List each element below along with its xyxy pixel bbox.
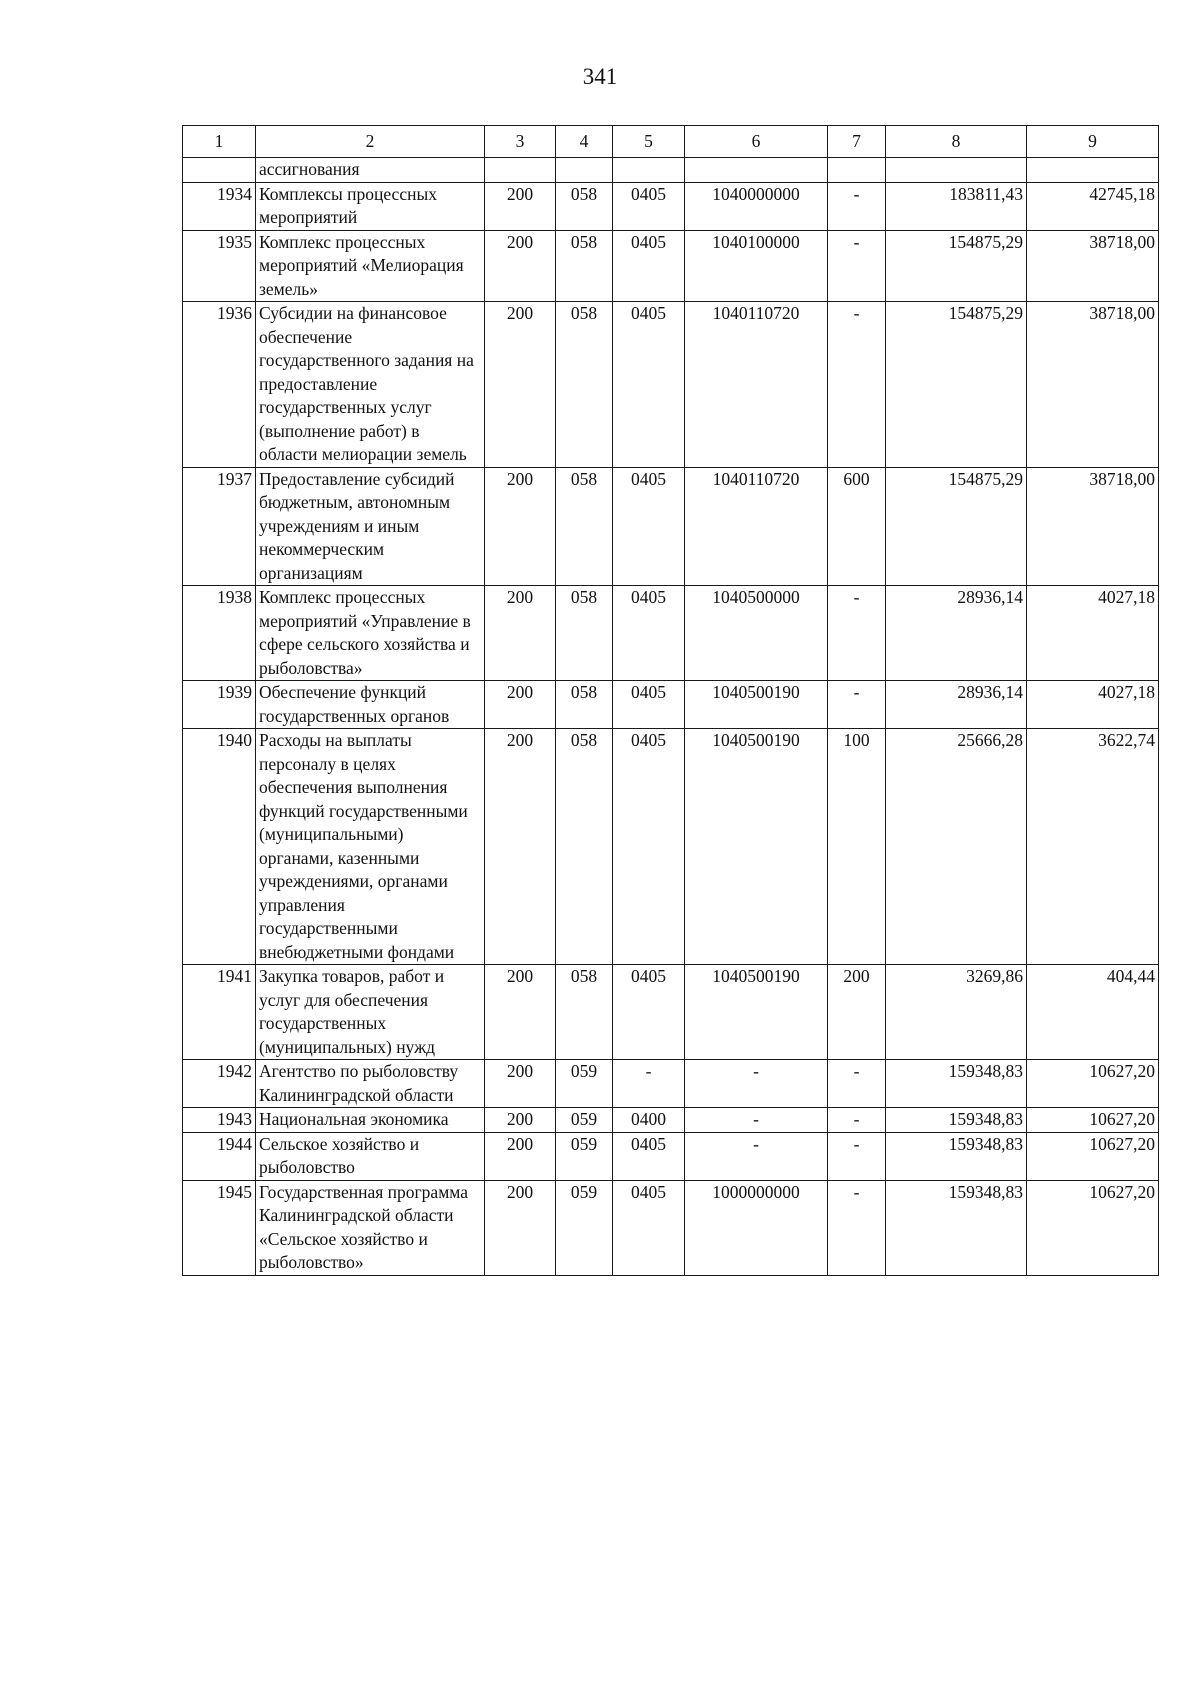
cell-code-5: 0405 [613,182,685,230]
table-row [183,1108,1159,1133]
cell-code-5: 0405 [613,729,685,965]
cell-num: 1942 [183,1060,256,1108]
cell-code-5: - [613,1060,685,1108]
cell-amount-9: 3622,74 [1027,729,1159,965]
cell-amount-8: 154875,29 [886,302,1027,468]
cell-name: Предоставление субсидий бюджетным, автономным учреждениям и иным некоммерческим организациям [256,467,485,586]
cell-code-3: 200 [485,467,556,586]
cell-code-6: 1040500190 [685,681,828,729]
cell-name: Комплекс процессных мероприятий «Управление в сфере сельского хозяйства и рыболовства» [256,586,485,681]
cell-amount-8: 183811,43 [886,182,1027,230]
cell-code-5: 0405 [613,1132,685,1180]
cell-name: Расходы на выплаты персоналу в целях обеспечения выполнения функций государственными (муниципальными) органами, казенными учреждениями, органами управления государственными внебюджетными фондами [256,729,485,965]
cell-code-3: 200 [485,729,556,965]
cell-code-4: 058 [556,965,613,1060]
cell-code-4: 058 [556,302,613,468]
cell-amount-8: 3269,86 [886,965,1027,1060]
cell-name: Комплексы процессных мероприятий [256,182,485,230]
header-row [183,126,1159,158]
cell-name: Сельское хозяйство и рыболовство [256,1132,485,1180]
cell-amount-9: 38718,00 [1027,302,1159,468]
cell-name: Государственная программа Калининградской области «Сельское хозяйство и рыболовство» [256,1180,485,1275]
table-row [183,1132,1159,1180]
cell-code-3: 200 [485,965,556,1060]
cell-code-5: 0405 [613,302,685,468]
cell-code-5: 0405 [613,965,685,1060]
cell-code-3: 200 [485,1180,556,1275]
cell-code-6: - [685,1060,828,1108]
cell-code-5: 0405 [613,230,685,302]
cell-code-7: - [828,1060,886,1108]
column-header: 4 [556,126,613,158]
cell-amount-9: 404,44 [1027,965,1159,1060]
cell-code-7: - [828,1180,886,1275]
cell-name: Комплекс процессных мероприятий «Мелиорация земель» [256,230,485,302]
cell-code-6: 1040500190 [685,729,828,965]
column-header: 2 [256,126,485,158]
cell-code-7: 200 [828,965,886,1060]
cell-code-6: 1040500190 [685,965,828,1060]
cell-code-6: 1040500000 [685,586,828,681]
cell-code-7: - [828,182,886,230]
cell-code-3: 200 [485,1132,556,1180]
column-header: 7 [828,126,886,158]
cell-num [183,158,256,183]
column-header: 6 [685,126,828,158]
cell-code-6: 1040110720 [685,467,828,586]
table-row [183,230,1159,302]
cell-amount-9: 42745,18 [1027,182,1159,230]
cell-code-5: 0405 [613,586,685,681]
cell-amount-8: 159348,83 [886,1060,1027,1108]
cell-code-7: - [828,586,886,681]
cell-code-4: 059 [556,1180,613,1275]
cell-num: 1935 [183,230,256,302]
table-row [183,586,1159,681]
cell-num: 1936 [183,302,256,468]
cell-code-3: 200 [485,1108,556,1133]
cell-amount-9: 4027,18 [1027,681,1159,729]
column-header: 8 [886,126,1027,158]
cell-num: 1945 [183,1180,256,1275]
cell-amount-9: 10627,20 [1027,1108,1159,1133]
cell-code-3: 200 [485,302,556,468]
cell-code-7: - [828,1132,886,1180]
cell-name: Субсидии на финансовое обеспечение государственного задания на предоставление государственных услуг (выполнение работ) в области мелиорации земель [256,302,485,468]
table-row [183,467,1159,586]
cell-code-7: - [828,681,886,729]
cell-amount-8: 159348,83 [886,1180,1027,1275]
cell-name: Обеспечение функций государственных органов [256,681,485,729]
cell-code-6: - [685,1108,828,1133]
cell-amount-9: 38718,00 [1027,230,1159,302]
cell-name: Национальная экономика [256,1108,485,1133]
table-row [183,1180,1159,1275]
column-header: 9 [1027,126,1159,158]
cell-code-7: - [828,1108,886,1133]
cell-amount-9: 10627,20 [1027,1180,1159,1275]
cell-amount-8: 159348,83 [886,1108,1027,1133]
cell-num: 1937 [183,467,256,586]
cell-num: 1941 [183,965,256,1060]
table-row [183,965,1159,1060]
cell-code-6: 1040100000 [685,230,828,302]
cell-code-4: 058 [556,182,613,230]
cell-code-3: 200 [485,1060,556,1108]
cell-code-4: 058 [556,681,613,729]
cell-code-6: 1040110720 [685,302,828,468]
cell-code-4: 059 [556,1132,613,1180]
cell-name: Закупка товаров, работ и услуг для обеспечения государственных (муниципальных) нужд [256,965,485,1060]
cell-num: 1938 [183,586,256,681]
table-row [183,1060,1159,1108]
cell-amount-9: 10627,20 [1027,1132,1159,1180]
cell-amount-8: 28936,14 [886,681,1027,729]
cell-code-4: 059 [556,1060,613,1108]
budget-table [182,125,1159,1276]
table-row [183,729,1159,965]
cell-code-6: 1040000000 [685,182,828,230]
cell-code-7: - [828,230,886,302]
column-header: 3 [485,126,556,158]
cell-code-4: 058 [556,467,613,586]
table-row [183,302,1159,468]
cell-num: 1943 [183,1108,256,1133]
cell-amount-8: 154875,29 [886,467,1027,586]
cell-code-7: 100 [828,729,886,965]
cell-code-5: 0400 [613,1108,685,1133]
cell-code-3: 200 [485,681,556,729]
cell-code-4: 058 [556,586,613,681]
cell-code-4: 058 [556,729,613,965]
cell-num: 1939 [183,681,256,729]
cell-code-5: 0405 [613,1180,685,1275]
cell-name: Агентство по рыболовству Калининградской области [256,1060,485,1108]
cell-amount-8: 28936,14 [886,586,1027,681]
cell-num: 1934 [183,182,256,230]
table-row [183,182,1159,230]
cell-code-4: 059 [556,1108,613,1133]
page-number: 341 [582,64,618,89]
continuation-row [183,158,1159,183]
cell-num: 1944 [183,1132,256,1180]
cell-amount-8: 25666,28 [886,729,1027,965]
cell-code-4: 058 [556,230,613,302]
cell-amount-8: 154875,29 [886,230,1027,302]
cell-code-3: 200 [485,230,556,302]
cell-amount-8: 159348,83 [886,1132,1027,1180]
cell-code-3: 200 [485,182,556,230]
cell-code-7: - [828,302,886,468]
cell-num: 1940 [183,729,256,965]
cell-amount-9: 4027,18 [1027,586,1159,681]
cell-amount-9: 38718,00 [1027,467,1159,586]
table-row [183,681,1159,729]
cell-code-6: 1000000000 [685,1180,828,1275]
cell-code-5: 0405 [613,467,685,586]
cell-amount-9: 10627,20 [1027,1060,1159,1108]
cell-code-5: 0405 [613,681,685,729]
cell-code-7: 600 [828,467,886,586]
cell-code-6: - [685,1132,828,1180]
cell-code-3: 200 [485,586,556,681]
column-header: 5 [613,126,685,158]
cell-name: ассигнования [256,158,485,183]
column-header: 1 [183,126,256,158]
